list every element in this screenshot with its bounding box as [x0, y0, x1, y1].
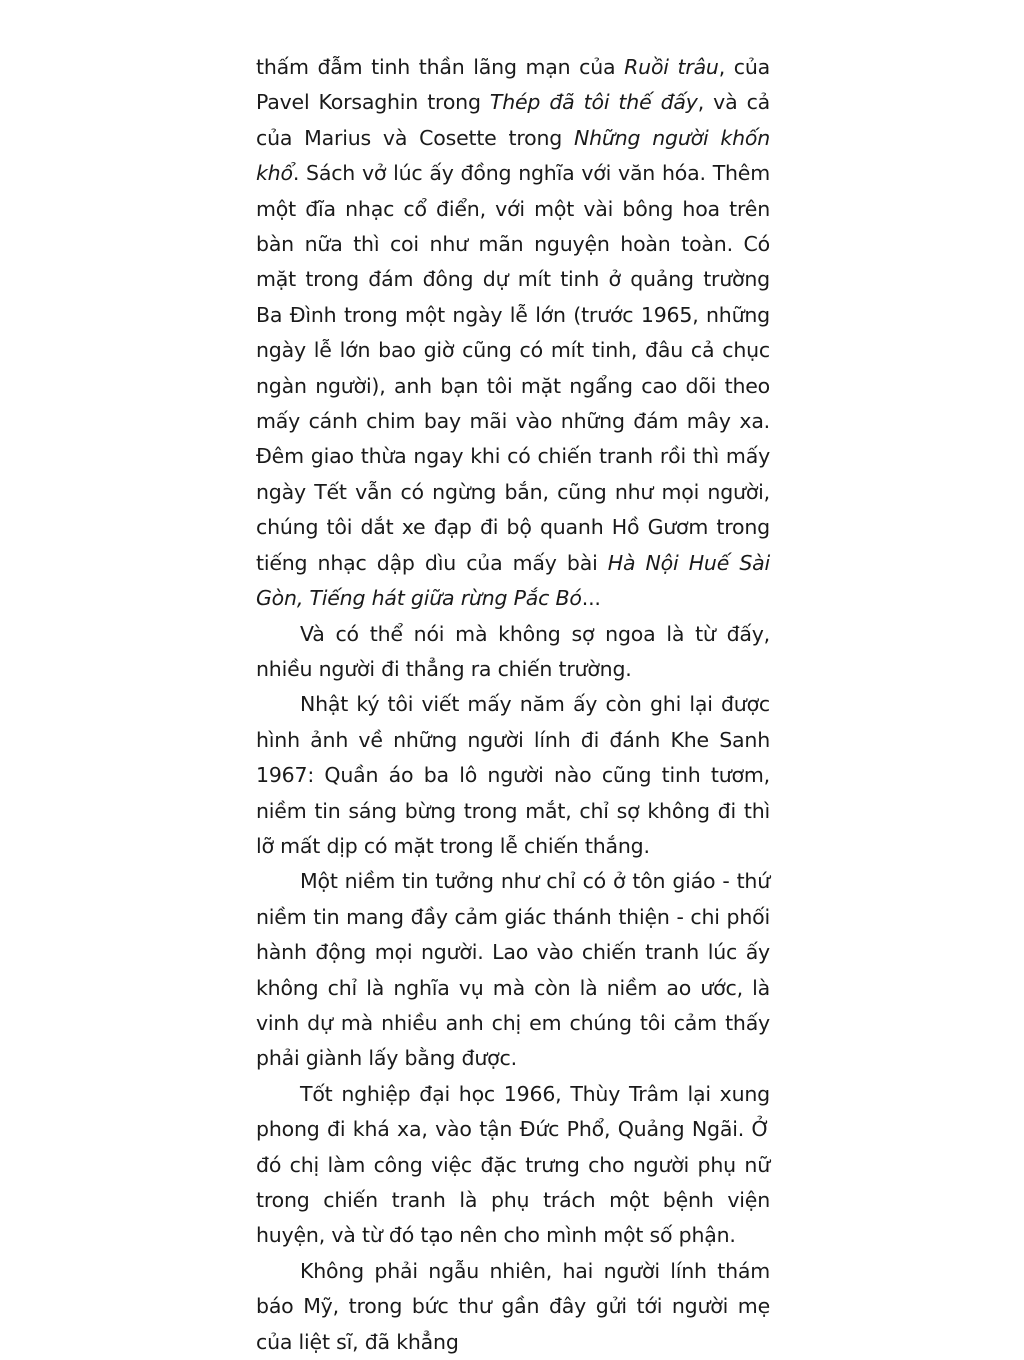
text-run: Một niềm tin tưởng như chỉ có ở tôn giáo - thứ niềm tin mang đầy cảm giác thánh thiện - chi phối hành động mọi người. Lao vào chiến tranh lúc ấy không chỉ là nghĩa vụ mà còn là niềm ao ước, là vinh dự mà nhiều anh chị em chúng tôi cảm thấy phải giành lấy bằng được. [256, 869, 770, 1071]
text-run: ... [581, 586, 601, 611]
italic-title: Những người khốn khổ [256, 125, 770, 186]
paragraph [256, 1254, 770, 1360]
italic-title: Hà Nội Huế Sài Gòn, Tiếng hát giữa rừng Pắc Bó [256, 550, 771, 611]
text-run: . Sách vở lúc ấy đồng nghĩa với văn hóa. Thêm một đĩa nhạc cổ điển, với một vài bông hoa trên bàn nữa thì coi như mãn nguyện hoàn toàn. Có mặt trong đám đông dự mít tinh ở quảng trường Ba Đình trong một ngày lễ lớn (trước 1965, những ngày lễ lớn bao giờ cũng có mít tinh, đâu cả chục ngàn người), anh bạn tôi mặt ngẩng cao dõi theo mấy cánh chim bay mãi vào những đám mây xa. Đêm giao thừa ngay khi có chiến tranh rồi thì mấy ngày Tết vẫn có ngừng bắn, cũng như mọi người, chúng tôi dắt xe đạp đi bộ quanh Hồ Gươm trong tiếng nhạc dập dìu của mấy bài [256, 161, 770, 575]
italic-title: Thép đã tôi thế đấy [489, 90, 698, 115]
body-text [256, 50, 770, 1360]
text-run: Không phải ngẫu nhiên, hai người lính thám báo Mỹ, trong bức thư gần đây gửi tới người mẹ của liệt sĩ, đã khẳng [256, 1258, 770, 1354]
paragraph [256, 864, 770, 1076]
text-run: , và cả của Marius và Cosette trong [256, 90, 770, 150]
paragraph [256, 687, 770, 864]
text-run: Nhật ký tôi viết mấy năm ấy còn ghi lại được hình ảnh về những người lính đi đánh Khe Sanh 1967: Quần áo ba lô người nào cũng tinh tươm, niềm tin sáng bừng trong mắt, chỉ sợ không đi thì lỡ mất dịp có mặt trong lễ chiến thắng. [256, 692, 770, 858]
paragraph [256, 50, 770, 617]
italic-title: Ruồi trâu [624, 55, 719, 79]
text-run: , của Pavel Korsaghin trong [256, 55, 771, 115]
paragraph [256, 617, 770, 688]
paragraph [256, 1077, 770, 1254]
text-run: thấm đẫm tinh thần lãng mạn của [256, 55, 625, 79]
text-run: Và có thể nói mà không sợ ngoa là từ đấy, nhiều người đi thẳng ra chiến trường. [256, 621, 770, 681]
text-run: Tốt nghiệp đại học 1966, Thùy Trâm lại xung phong đi khá xa, vào tận Đức Phổ, Quảng Ngãi. Ở đó chị làm công việc đặc trưng cho người phụ nữ trong chiến tranh là phụ trách một bệnh viện huyện, và từ đó tạo nên cho mình một số phận. [256, 1081, 770, 1248]
